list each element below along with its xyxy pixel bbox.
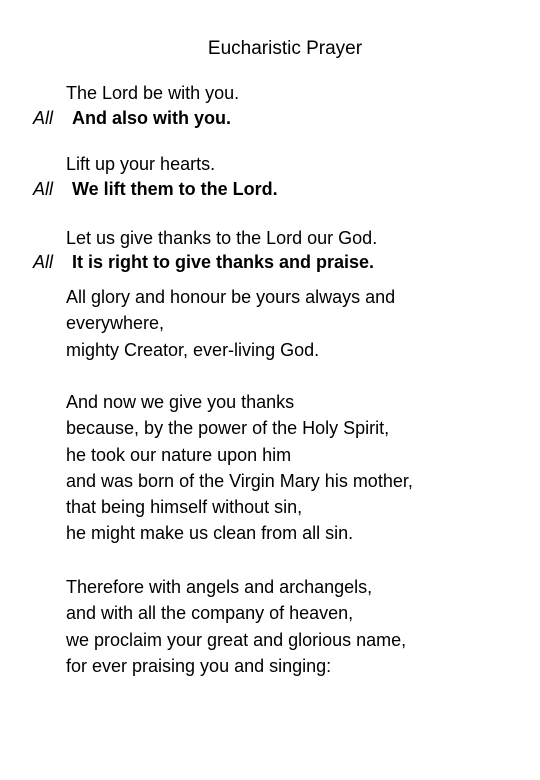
all-label: All: [33, 252, 54, 272]
prayer-line: and was born of the Virgin Mary his mother,: [66, 470, 413, 491]
prayer-line: he might make us clean from all sin.: [66, 523, 354, 544]
prayer-line: And now we give you thanks: [66, 392, 295, 412]
leader-line-1: The Lord be with you.: [66, 83, 240, 103]
response-line-3: [33, 249, 374, 275]
response-line-2: [33, 176, 278, 202]
response-text: And also with you.: [72, 108, 232, 128]
response-text: We lift them to the Lord.: [72, 179, 278, 199]
prayer-line: because, by the power of the Holy Spirit,: [66, 418, 390, 439]
prayer-paragraph-3: [66, 574, 406, 679]
prayer-line: Therefore with angels and archangels,: [66, 577, 373, 597]
all-label: All: [33, 108, 54, 128]
prayer-line: he took our nature upon him: [66, 444, 292, 465]
page-title: Eucharistic Prayer: [207, 38, 363, 59]
prayer-line: All glory and honour be yours always and: [66, 287, 396, 307]
prayer-line: for ever praising you and singing:: [66, 655, 332, 676]
prayer-paragraph-1: [66, 284, 395, 363]
prayer-line: mighty Creator, ever-living God.: [66, 339, 320, 360]
leader-line-2: Lift up your hearts.: [66, 154, 216, 174]
all-label: All: [33, 179, 54, 199]
prayer-paragraph-2: [66, 389, 413, 547]
leader-line-3: Let us give thanks to the Lord our God.: [66, 228, 378, 248]
response-line-1: [33, 105, 231, 131]
prayer-line: and with all the company of heaven,: [66, 603, 354, 624]
prayer-line: everywhere,: [66, 313, 165, 334]
prayer-line: we proclaim your great and glorious name,: [66, 629, 407, 650]
response-text: It is right to give thanks and praise.: [72, 252, 375, 272]
prayer-line: that being himself without sin,: [66, 497, 303, 518]
